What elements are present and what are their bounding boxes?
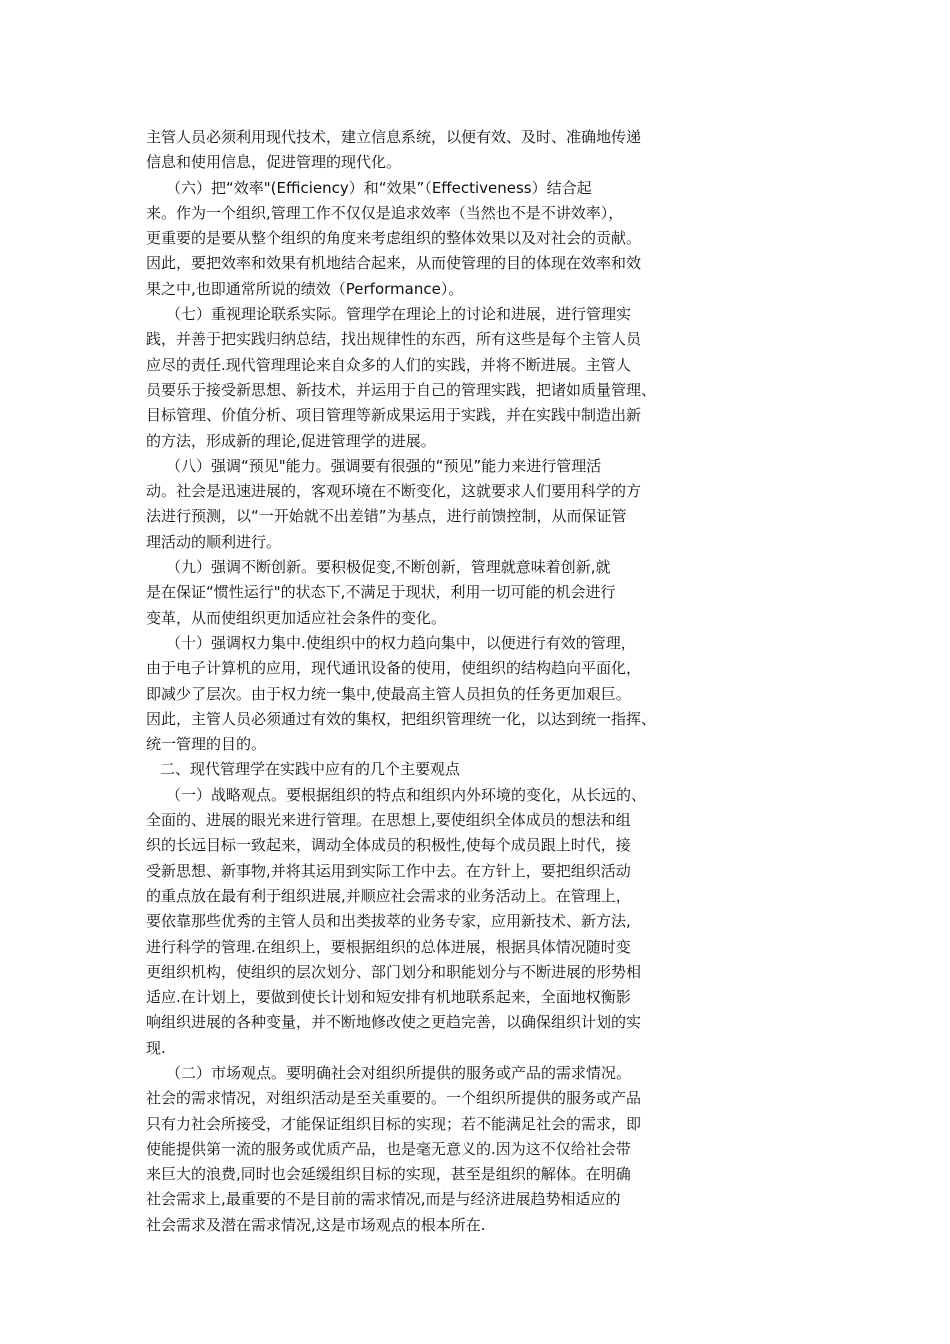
text-line: （十）强调权力集中.使组织中的权力趋向集中，以便进行有效的管理， xyxy=(166,633,636,652)
text-line: （一）战略观点。要根据组织的特点和组织内外环境的变化，从长远的、 xyxy=(166,785,647,804)
text-line: （二）市场观点。要明确社会对组织所提供的服务或产品的需求情况。 xyxy=(166,1063,632,1082)
text-line: （九）强调不断创新。要积极促变,不断创新，管理就意味着创新,就 xyxy=(166,558,611,577)
text-line: 理活动的顺利进行。 xyxy=(146,532,282,551)
text-line: 目标管理、价值分析、项目管理等新成果运用于实践，并在实践中制造出新 xyxy=(146,406,642,425)
text-line: 因此，主管人员必须通过有效的集权，把组织管理统一化，以达到统一指挥、 xyxy=(146,709,657,728)
text-line: （八）强调“预见"能力。强调要有很强的“预见”能力来进行管理活 xyxy=(166,456,602,475)
text-line: 来巨大的浪费,同时也会延缓组织目标的实现，甚至是组织的解体。在明确 xyxy=(146,1165,631,1184)
text-line: 因此，要把效率和效果有机地结合起来，从而使管理的目的体现在效率和效 xyxy=(146,254,642,273)
text-line: 应尽的责任.现代管理理论来自众多的人们的实践，并将不断进展。主管人 xyxy=(146,355,631,374)
text-line: 的重点放在最有利于组织进展,并顺应社会需求的业务活动上。在管理上， xyxy=(146,886,631,905)
text-line: 的方法，形成新的理论,促进管理学的进展。 xyxy=(146,431,436,450)
text-line: 来。作为一个组织,管理工作不仅仅是追求效率（当然也不是不讲效率）， xyxy=(146,203,624,222)
text-line: 更重要的是要从整个组织的角度来考虑组织的整体效果以及对社会的贡献。 xyxy=(146,229,642,248)
text-line: 全面的、进展的眼光来进行管理。在思想上,要使组织全体成员的想法和组 xyxy=(146,811,631,830)
text-line: 践，并善于把实践归纳总结，找出规律性的东西，所有这些是每个主管人员 xyxy=(146,330,642,349)
text-line: 社会需求及潜在需求情况,这是市场观点的根本所在. xyxy=(146,1215,486,1234)
text-line: 即减少了层次。由于权力统一集中,使最高主管人员担负的任务更加艰巨。 xyxy=(146,684,631,703)
text-line: （六）把“效率"(Efficiency）和“效果”（Effectiveness）结合起 xyxy=(166,178,592,197)
text-line: 社会需求上,最重要的不是目前的需求情况,而是与经济进展趋势相适应的 xyxy=(146,1190,621,1209)
text-line: 进行科学的管理.在组织上，要根据组织的总体进展，根据具体情况随时变 xyxy=(146,937,631,956)
text-line: 动。社会是迅速进展的，客观环境在不断变化，这就要求人们要用科学的方 xyxy=(146,482,642,501)
text-line: 适应.在计划上，要做到使长计划和短安排有机地联系起来，全面地权衡影 xyxy=(146,988,631,1007)
text-line: 统一管理的目的。 xyxy=(146,735,267,754)
text-line: （七）重视理论联系实际。管理学在理论上的讨论和进展，进行管理实 xyxy=(166,305,632,324)
text-line: 织的长远目标一致起来，调动全体成员的积极性,使每个成员跟上时代，接 xyxy=(146,836,631,855)
text-line: 由于电子计算机的应用，现代通讯设备的使用，使组织的结构趋向平面化， xyxy=(146,659,642,678)
text-line: 受新思想、新事物,并将其运用到实际工作中去。在方针上，要把组织活动 xyxy=(146,861,631,880)
text-line: 是在保证“惯性运行"的状态下,不满足于现状，利用一切可能的机会进行 xyxy=(146,583,616,602)
text-line: 社会的需求情况，对组织活动是至关重要的。一个组织所提供的服务或产品 xyxy=(146,1089,642,1108)
text-line: 员要乐于接受新思想、新技术，并运用于自己的管理实践，把诸如质量管理、 xyxy=(146,380,657,399)
text-line: 使能提供第一流的服务或优质产品，也是毫无意义的.因为这不仅给社会带 xyxy=(146,1139,631,1158)
text-line: 信息和使用信息，促进管理的现代化。 xyxy=(146,153,402,172)
text-line: 现. xyxy=(146,1038,166,1057)
text-line: 要依靠那些优秀的主管人员和出类拔萃的业务专家，应用新技术、新方法, xyxy=(146,912,631,931)
text-line: 果之中,也即通常所说的绩效（Performance）。 xyxy=(146,279,464,298)
text-line: 主管人员必须利用现代技术，建立信息系统，以便有效、及时、准确地传递 xyxy=(146,128,642,146)
text-line: 变革，从而使组织更加适应社会条件的变化。 xyxy=(146,608,447,627)
text-line: 法进行预测，以“一开始就不出差错”为基点，进行前馈控制，从而保证管 xyxy=(146,507,627,526)
text-line: 响组织进展的各种变量，并不断地修改使之更趋完善，以确保组织计划的实 xyxy=(146,1013,642,1032)
document-body xyxy=(146,125,716,1238)
text-line: 更组织机构，使组织的层次划分、部门划分和职能划分与不断进展的形势相 xyxy=(146,962,642,981)
text-line: 只有力社会所接受，才能保证组织目标的实现；若不能满足社会的需求，即 xyxy=(146,1114,642,1133)
section-heading: 二、现代管理学在实践中应有的几个主要观点 xyxy=(160,760,461,779)
